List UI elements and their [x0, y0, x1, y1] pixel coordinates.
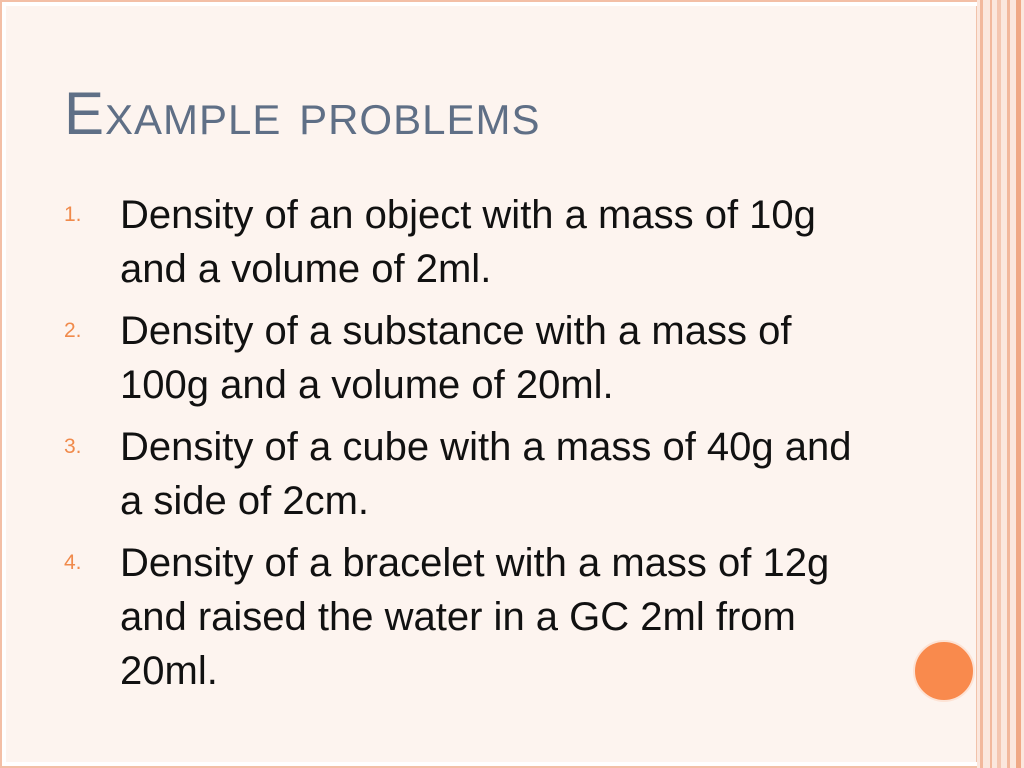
slide-frame-top: [0, 0, 1024, 2]
problem-item: [64, 420, 884, 528]
slide-frame-left: [0, 0, 2, 768]
problem-list: [64, 188, 884, 706]
problem-number: 3.: [64, 435, 82, 458]
decorative-stripe-band: [977, 0, 1024, 768]
decorative-stripe: [980, 0, 983, 768]
problem-text: Density of a substance with a mass of 100g and a volume of 20ml.: [120, 309, 792, 407]
decorative-stripe: [997, 0, 1001, 768]
decorative-stripe: [1016, 0, 1021, 768]
problem-text: Density of an object with a mass of 10g and a volume of 2ml.: [120, 193, 816, 291]
problem-text: Density of a bracelet with a mass of 12g and raised the water in a GC 2ml from 20ml.: [120, 541, 830, 693]
problem-number: 1.: [64, 203, 82, 226]
problem-item: [64, 536, 884, 698]
slide-title: Example problems: [64, 80, 541, 147]
problem-number: 4.: [64, 551, 82, 574]
problem-text: Density of a cube with a mass of 40g and a side of 2cm.: [120, 425, 852, 523]
problem-number: 2.: [64, 319, 82, 342]
decorative-stripe: [990, 0, 992, 768]
decorative-stripe: [1007, 0, 1010, 768]
decorative-accent-circle: [913, 640, 975, 702]
problem-item: [64, 304, 884, 412]
problem-item: [64, 188, 884, 296]
